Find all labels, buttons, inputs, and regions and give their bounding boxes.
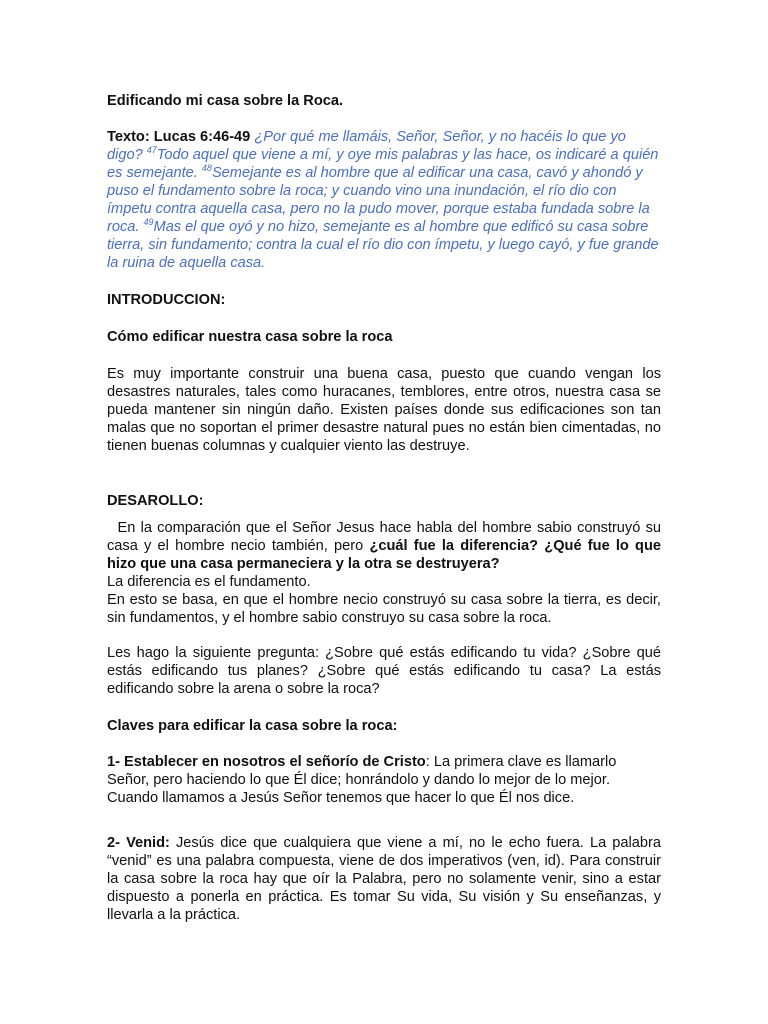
scripture-text: [107, 128, 661, 272]
development-paragraph-1-text: En la comparación que el Señor Jesus hace habla del hombre sabio construyó su casa y el hombre necio también, pero: [107, 520, 666, 554]
key-1-line-2: Cuando llamamos a Jesús Señor tenemos que hacer lo que Él nos dice.: [107, 790, 575, 806]
development-question: ¿cuál fue la diferencia? ¿Qué fue lo que hizo que una casa permaneciera y la otra se destruyera?: [107, 538, 666, 572]
verse-number-48: 48: [201, 163, 212, 174]
development-paragraph-1: [107, 519, 666, 573]
verse-48: Semejante es al hombre que al edificar una casa, cavó y ahondó y puso el fundamento sobre la roca; y cuando vino una inundación, el río dio con ímpetu contra aquella casa, pero no la pudo mover, porque estaba fundada sobre la roca.: [107, 165, 650, 235]
verse-49: Mas el que oyó y no hizo, semejante es al hombre que edificó su casa sobre tierra, sin fundamento; contra la cual el río dio con ímpetu, y luego cayó, y fue grande la ruina de aquella casa.: [107, 219, 659, 271]
intro-paragraph: Es muy importante construir una buena casa, puesto que cuando vengan los desastres naturales, tales como huracanes, temblores, entre otros, nuestra casa se pueda mantener sin ningún daño. Existen países donde sus edificaciones son tan malas que no soportan el primer desastre natural pues no están bien cimentadas, no tienen buenas columnas y cualquier viento las destruye.: [107, 366, 661, 454]
verse-number-49: 49: [143, 217, 154, 228]
intro-subheading: Cómo edificar nuestra casa sobre la roca: [107, 329, 393, 345]
scripture-reference: Texto: Lucas 6:46-49: [107, 129, 251, 145]
development-paragraph-4: Les hago la siguiente pregunta: ¿Sobre qué estás edificando tu vida? ¿Sobre qué estás edificando tus planes? ¿Sobre qué estás edificando tu casa? La estás edificando sobre la arena o sobre la roca?: [107, 645, 661, 697]
key-2-paragraph: [107, 834, 661, 924]
key-2-text: Jesús dice que cualquiera que viene a mí, no le echo fuera. La palabra “venid” es una palabra compuesta, viene de dos imperativos (ven, id). Para construir la casa sobre la roca hay que oír la Palabra, pero no solamente venir, sino a estar dispuesto a ponerla en práctica. Es tomar Su vida, Su visión y Su enseñanzas, y llevarla a la práctica.: [107, 835, 661, 923]
key-2-title: 2- Venid:: [107, 835, 170, 851]
verse-number-47: 47: [146, 145, 157, 156]
development-paragraph-3: En esto se basa, en que el hombre necio construyó su casa sobre la tierra, es decir, sin fundamentos, y el hombre sabio construyo su casa sobre la roca.: [107, 592, 661, 626]
document-title: Edificando mi casa sobre la Roca.: [107, 93, 344, 109]
development-paragraph-2: La diferencia es el fundamento.: [107, 574, 311, 590]
intro-heading: INTRODUCCION:: [107, 292, 226, 308]
keys-heading: Claves para edificar la casa sobre la roca:: [107, 718, 398, 734]
key-1-title: 1- Establecer en nosotros el señorío de Cristo: [107, 754, 426, 770]
verse-46: ¿Por qué me llamáis, Señor, Señor, y no hacéis lo que yo digo?: [107, 129, 626, 163]
verse-47: Todo aquel que viene a mí, y oye mis palabras y las hace, os indicaré a quién es semejante.: [107, 147, 659, 181]
key-1-paragraph: [107, 753, 661, 789]
development-heading: DESAROLLO:: [107, 493, 204, 509]
key-1-text: : La primera clave es llamarlo Señor, pero haciendo lo que Él dice; honrándolo y dando lo mejor de lo mejor.: [107, 754, 617, 788]
